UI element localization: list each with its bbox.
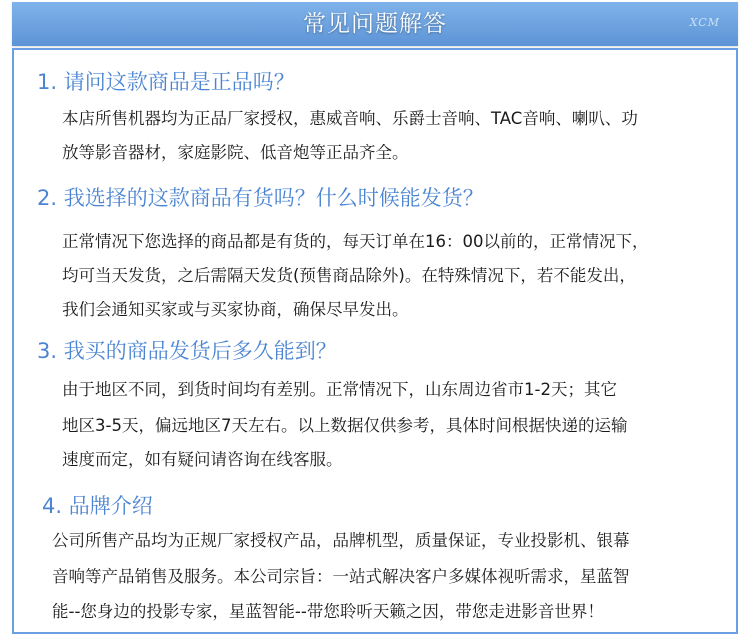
faq-answer-2-line-3: 我们会通知买家或与买家协商，确保尽早发出。 xyxy=(62,300,409,319)
faq-question-4: 4. 品牌介绍 xyxy=(42,494,153,518)
faq-answer-2-line-2: 均可当天发货，之后需隔天发货(预售商品除外)。在特殊情况下，若不能发出， xyxy=(62,266,636,285)
faq-answer-3-line-1: 由于地区不同，到货时间均有差别。正常情况下，山东周边省市1-2天；其它 xyxy=(62,380,617,399)
faq-question-2: 2. 我选择的这款商品有货吗？什么时候能发货？ xyxy=(37,186,484,210)
faq-question-1: 1. 请问这款商品是正品吗？ xyxy=(37,70,295,94)
faq-answer-1-line-1: 本店所售机器均为正品厂家授权，惠威音响、乐爵士音响、TAC音响、喇叭、功 xyxy=(62,109,638,128)
header-bar xyxy=(12,2,738,46)
brand-logo: XCM xyxy=(689,16,720,29)
faq-answer-4-line-1: 公司所售产品均为正规厂家授权产品，品牌机型，质量保证，专业投影机、银幕 xyxy=(52,531,630,550)
page-title: 常见问题解答 xyxy=(303,11,447,37)
faq-answer-4-line-2: 音响等产品销售及服务。本公司宗旨：一站式解决客户多媒体视听需求，星蓝智 xyxy=(52,567,630,586)
faq-answer-2-line-1: 正常情况下您选择的商品都是有货的，每天订单在16：00以前的，正常情况下， xyxy=(62,232,649,251)
faq-answer-4-line-3: 能--您身边的投影专家，星蓝智能--带您聆听天籁之因，带您走进影音世界！ xyxy=(52,602,604,621)
faq-answer-3-line-3: 速度而定，如有疑问请咨询在线客服。 xyxy=(62,450,343,469)
faq-answer-1-line-2: 放等影音器材，家庭影院、低音炮等正品齐全。 xyxy=(62,143,409,162)
faq-question-3: 3. 我买的商品发货后多久能到？ xyxy=(37,339,337,363)
faq-panel xyxy=(12,48,738,634)
faq-answer-3-line-2: 地区3-5天，偏远地区7天左右。以上数据仅供参考，具体时间根据快递的运输 xyxy=(62,416,628,435)
